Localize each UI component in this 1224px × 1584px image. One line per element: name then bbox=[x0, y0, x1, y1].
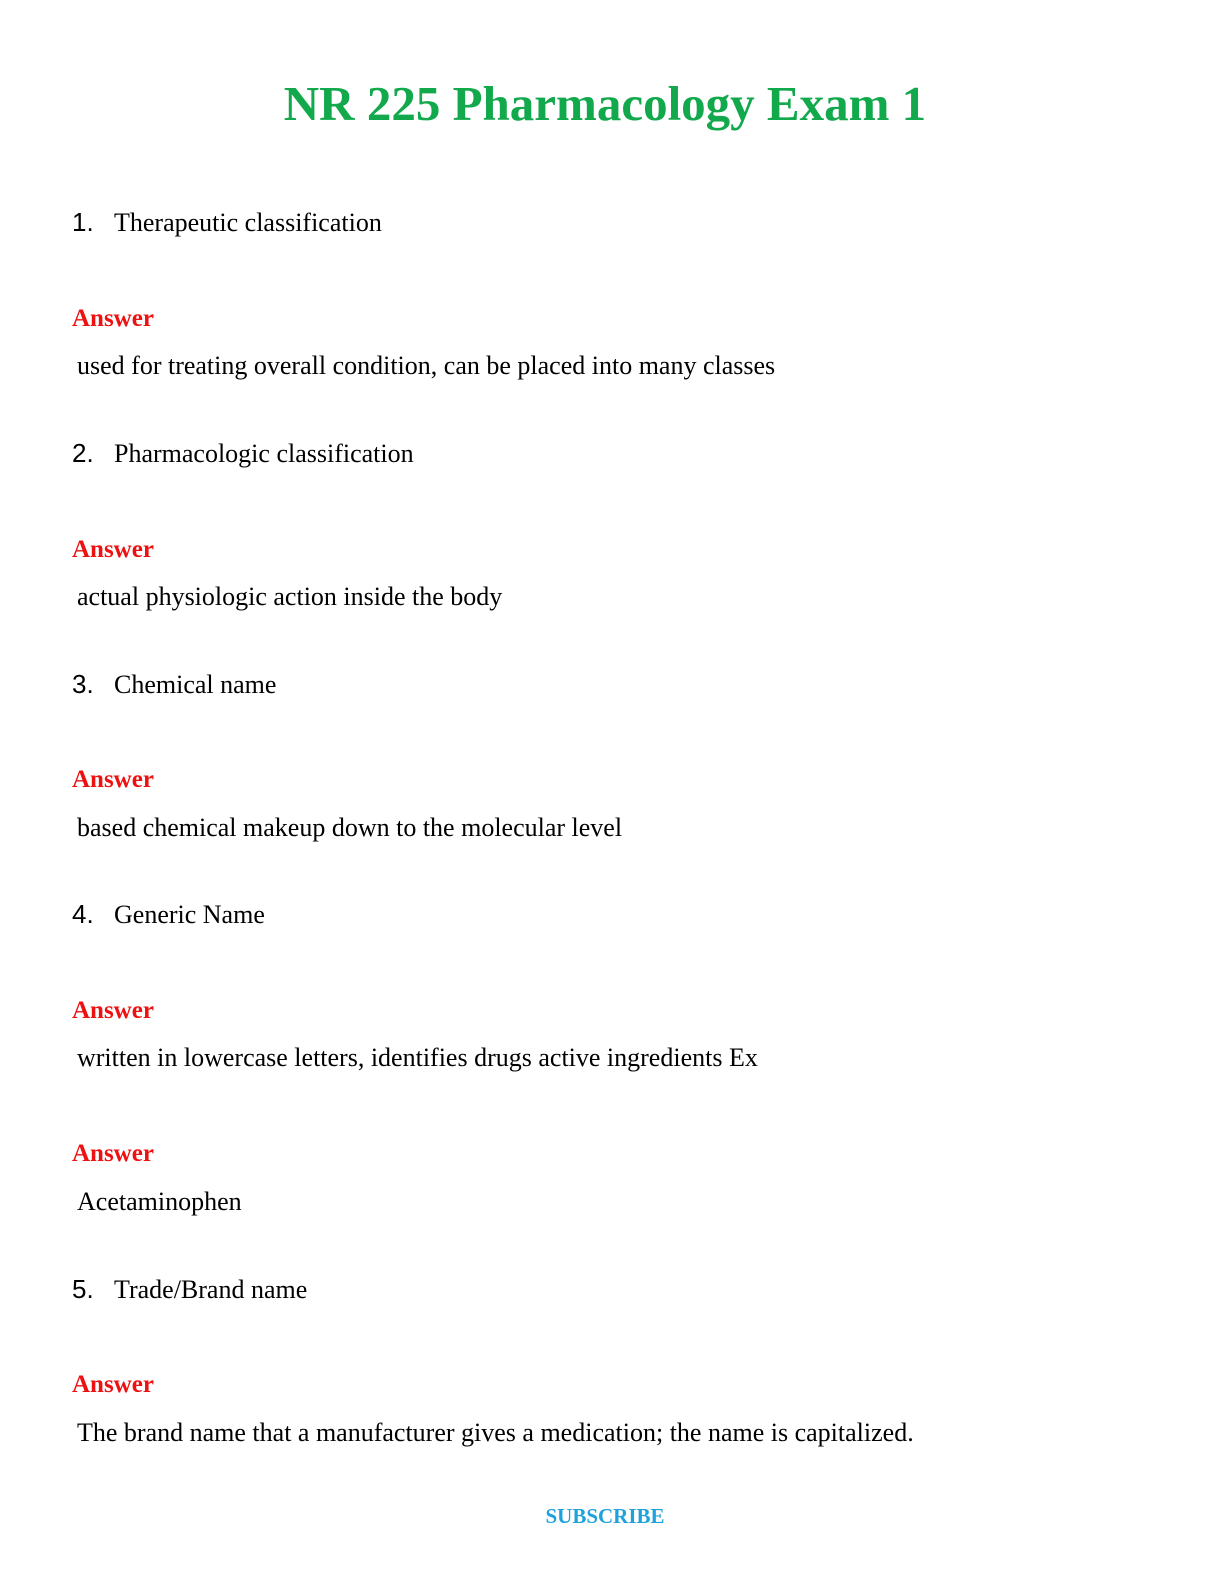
answer-label: Answer bbox=[72, 536, 154, 563]
question-text: Generic Name bbox=[114, 900, 265, 929]
question-number: 3. bbox=[72, 669, 94, 699]
answer-label: Answer bbox=[72, 1140, 154, 1167]
question-number: 5. bbox=[72, 1274, 94, 1304]
answer-label: Answer bbox=[72, 305, 154, 332]
question-text: Trade/Brand name bbox=[114, 1275, 308, 1304]
question-1 bbox=[72, 206, 382, 239]
question-text: Pharmacologic classification bbox=[114, 439, 414, 468]
answer-label: Answer bbox=[72, 1371, 154, 1398]
answer-text: written in lowercase letters, identifies drugs active ingredients Ex bbox=[77, 1043, 758, 1072]
question-5 bbox=[72, 1273, 307, 1306]
answer-text: actual physiologic action inside the body bbox=[77, 582, 503, 611]
answer-text: based chemical makeup down to the molecular level bbox=[77, 813, 623, 842]
question-3 bbox=[72, 668, 276, 701]
question-number: 4. bbox=[72, 899, 94, 929]
answer-text: Acetaminophen bbox=[77, 1187, 242, 1216]
question-2 bbox=[72, 437, 414, 470]
question-number: 2. bbox=[72, 438, 94, 468]
answer-text: used for treating overall condition, can be placed into many classes bbox=[77, 351, 776, 380]
question-text: Therapeutic classification bbox=[114, 208, 382, 237]
answer-label: Answer bbox=[72, 766, 154, 793]
question-4 bbox=[72, 898, 265, 931]
document-title: NR 225 Pharmacology Exam 1 bbox=[283, 76, 927, 131]
question-number: 1. bbox=[72, 207, 94, 237]
question-text: Chemical name bbox=[114, 670, 277, 699]
subscribe-link[interactable]: SUBSCRIBE bbox=[545, 1504, 665, 1528]
answer-text: The brand name that a manufacturer gives a medication; the name is capitalized. bbox=[77, 1418, 914, 1447]
answer-label: Answer bbox=[72, 997, 154, 1024]
